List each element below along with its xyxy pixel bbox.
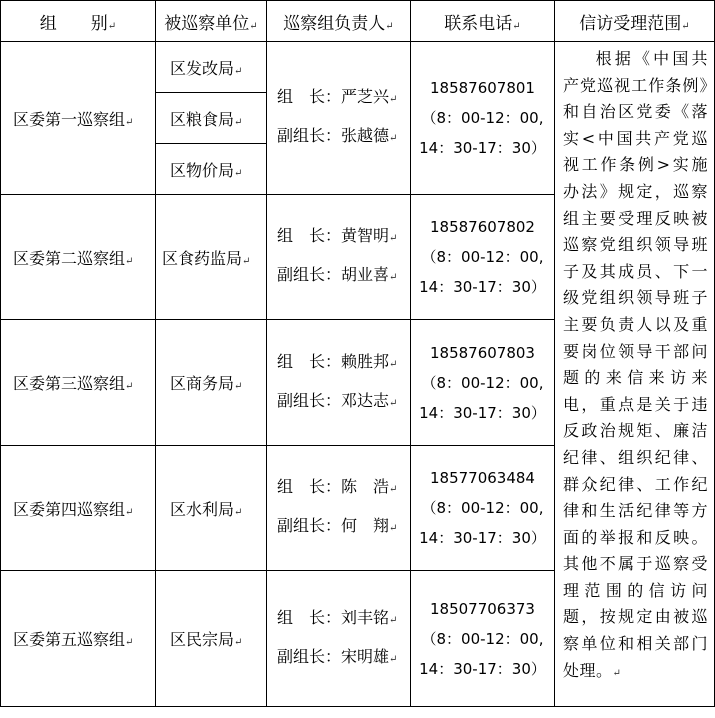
group-cell: 区委第四巡察组↵ — [1, 446, 156, 571]
hours-line-1: （8：00-12：00, — [421, 373, 544, 392]
leader-line: 组 长：赖胜邦↵ — [277, 351, 398, 371]
leader-line: 组 长：严芝兴↵ — [277, 87, 398, 106]
header-unit: 被巡察单位↵ — [156, 1, 267, 42]
group-cell: 区委第五巡察组↵ — [1, 571, 156, 707]
phone-number: 18587607802 — [430, 218, 535, 236]
phone-cell — [411, 320, 555, 446]
header-leader: 巡察组负责人↵ — [267, 1, 411, 42]
phone-cell — [411, 195, 555, 320]
deputy-line: 副组长：何 翔↵ — [277, 516, 398, 535]
hours-line-2: 14：30-17：30） — [419, 278, 546, 296]
header-scope: 信访受理范围↵ — [555, 1, 715, 42]
phone-number: 18577063484 — [430, 469, 535, 487]
hours-line-1: （8：00-12：00, — [421, 629, 544, 648]
group-cell: 区委第二巡察组↵ — [1, 195, 156, 320]
phone-number: 18587607801 — [430, 79, 535, 97]
unit-cell: 区水利局↵ — [156, 446, 267, 571]
unit-cell: 区发改局↵ — [156, 42, 267, 93]
group-cell: 区委第一巡察组↵ — [1, 42, 156, 195]
hours-line-1: （8：00-12：00, — [421, 109, 544, 127]
hours-line-2: 14：30-17：30） — [419, 529, 546, 547]
leader-line: 组 长：黄智明↵ — [277, 226, 398, 245]
table-row — [1, 42, 715, 93]
leader-cell — [267, 195, 411, 320]
phone-cell — [411, 42, 555, 195]
leader-line: 组 长：刘丰铭↵ — [277, 607, 398, 627]
group-cell: 区委第三巡察组↵ — [1, 320, 156, 446]
deputy-line: 副组长：宋明雄↵ — [277, 646, 398, 666]
phone-cell — [411, 571, 555, 707]
leader-line: 组 长：陈 浩↵ — [277, 477, 398, 496]
leader-cell — [267, 571, 411, 707]
unit-cell: 区商务局↵ — [156, 320, 267, 446]
scope-cell: 根据《中国共产党巡视工作条例》和自治区党委《落实<中国共产党巡视工作条例>实施办法》规定，巡察组主要受理反映被巡察党组织领导班子及其成员、下一级党组织领导班子主要负责人以及重要岗位领导干部问题的来信来访来电，重点是关于违反政治规矩、廉洁纪律、组织纪律、群众纪律、工作纪律和生活纪律等方面的举报和反映。其他不属于巡察受理范围的信访问题，按规定由被巡察单位和相关部门处理。↵ — [555, 42, 715, 707]
hours-line-2: 14：30-17：30） — [419, 659, 546, 678]
leader-cell — [267, 320, 411, 446]
phone-number: 18507706373 — [430, 599, 535, 618]
hours-line-2: 14：30-17：30） — [419, 139, 546, 157]
hours-line-1: （8：00-12：00, — [421, 248, 544, 266]
deputy-line: 副组长：邓达志↵ — [277, 390, 398, 410]
unit-cell: 区粮食局↵ — [156, 93, 267, 144]
phone-cell — [411, 446, 555, 571]
phone-number: 18587607803 — [430, 343, 535, 362]
deputy-line: 副组长：胡业喜↵ — [277, 265, 398, 284]
unit-cell: 区食药监局↵ — [156, 195, 267, 320]
hours-line-2: 14：30-17：30） — [419, 403, 546, 422]
unit-cell: 区民宗局↵ — [156, 571, 267, 707]
unit-cell: 区物价局↵ — [156, 144, 267, 195]
hours-line-1: （8：00-12：00, — [421, 499, 544, 517]
header-phone: 联系电话↵ — [411, 1, 555, 42]
header-group: 组 别↵ — [1, 1, 156, 42]
leader-cell — [267, 446, 411, 571]
header-row — [1, 1, 715, 42]
deputy-line: 副组长：张越德↵ — [277, 126, 398, 145]
leader-cell — [267, 42, 411, 195]
